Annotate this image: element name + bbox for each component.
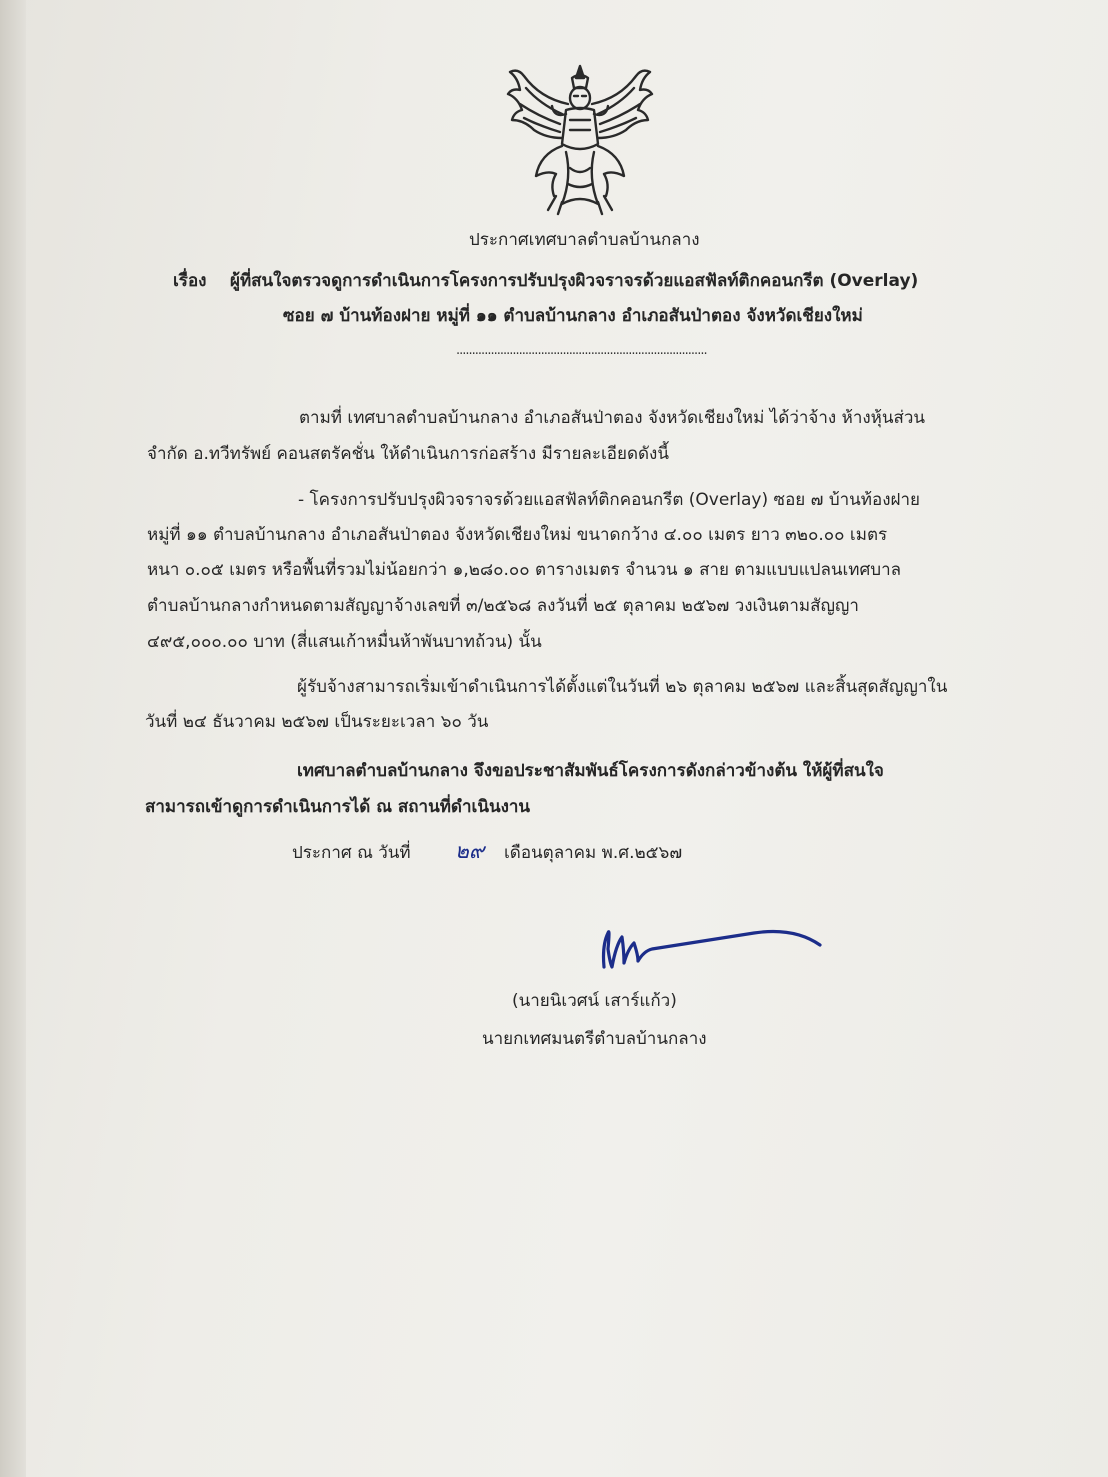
signatory-position: นายกเทศมนตรีตำบลบ้านกลาง [482,1029,707,1049]
announce-date-suffix: เดือนตุลาคม พ.ศ.๒๕๖๗ [504,843,683,863]
paragraph-1-line-1: ตามที่ เทศบาลตำบลบ้านกลาง อำเภอสันป่าตอง จังหวัดเชียงใหม่ ได้ว่าจ้าง ห้างหุ้นส่วน [299,408,926,428]
signature-image [594,915,824,975]
paragraph-4-line-1: เทศบาลตำบลบ้านกลาง จึงขอประชาสัมพันธ์โครงการดังกล่าวข้างต้น ให้ผู้ที่สนใจ [297,761,884,781]
page-shadow-edge [0,0,26,1477]
garuda-emblem-icon [500,58,660,216]
announce-date-prefix: ประกาศ ณ วันที่ [292,843,411,863]
paragraph-2-line-4: ตำบลบ้านกลางกำหนดตามสัญญาจ้างเลขที่ ๓/๒๕๖๘ ลงวันที่ ๒๕ ตุลาคม ๒๕๖๗ วงเงินตามสัญญา [147,596,859,616]
announce-date-day-handwritten: ๒๙ [455,839,485,863]
paragraph-2-line-1: - โครงการปรับปรุงผิวจราจรด้วยแอสฟัลท์ติกคอนกรีต (Overlay) ซอย ๗ บ้านท้องฝาย [298,490,920,510]
paragraph-3-line-1: ผู้รับจ้างสามารถเริ่มเข้าดำเนินการได้ตั้งแต่ในวันที่ ๒๖ ตุลาคม ๒๕๖๗ และสิ้นสุดสัญญาใน [297,677,948,697]
paragraph-2-line-2: หมู่ที่ ๑๑ ตำบลบ้านกลาง อำเภอสันป่าตอง จังหวัดเชียงใหม่ ขนาดกว้าง ๔.๐๐ เมตร ยาว ๓๒๐.๐๐ เมตร [147,525,888,545]
paragraph-3-line-2: วันที่ ๒๔ ธันวาคม ๒๕๖๗ เป็นระยะเวลา ๖๐ วัน [145,712,489,732]
announcement-heading: ประกาศเทศบาลตำบลบ้านกลาง [469,230,700,250]
paragraph-4-line-2: สามารถเข้าดูการดำเนินการได้ ณ สถานที่ดำเนินงาน [145,797,531,817]
paragraph-2-line-3: หนา ๐.๐๕ เมตร หรือพื้นที่รวมไม่น้อยกว่า ๑,๒๘๐.๐๐ ตารางเมตร จำนวน ๑ สาย ตามแบบแปลนเทศบาล [147,560,902,580]
subject-line-2: ซอย ๗ บ้านท้องฝาย หมู่ที่ ๑๑ ตำบลบ้านกลาง อำเภอสันป่าตอง จังหวัดเชียงใหม่ [283,306,863,326]
subject-line-1: ผู้ที่สนใจตรวจดูการดำเนินการโครงการปรับปรุงผิวจราจรด้วยแอสฟัลท์ติกคอนกรีต (Overlay) [230,271,919,291]
paragraph-1-line-2: จำกัด อ.ทวีทรัพย์ คอนสตรัคชั่น ให้ดำเนินการก่อสร้าง มีรายละเอียดดังนี้ [147,444,669,464]
separator-dots: ................................................................................ [456,343,707,358]
signatory-name: (นายนิเวศน์ เสาร์แก้ว) [512,991,677,1011]
paragraph-2-line-5: ๔๙๕,๐๐๐.๐๐ บาท (สี่แสนเก้าหมื่นห้าพันบาทถ้วน) นั้น [147,632,542,652]
subject-label: เรื่อง [173,271,207,291]
